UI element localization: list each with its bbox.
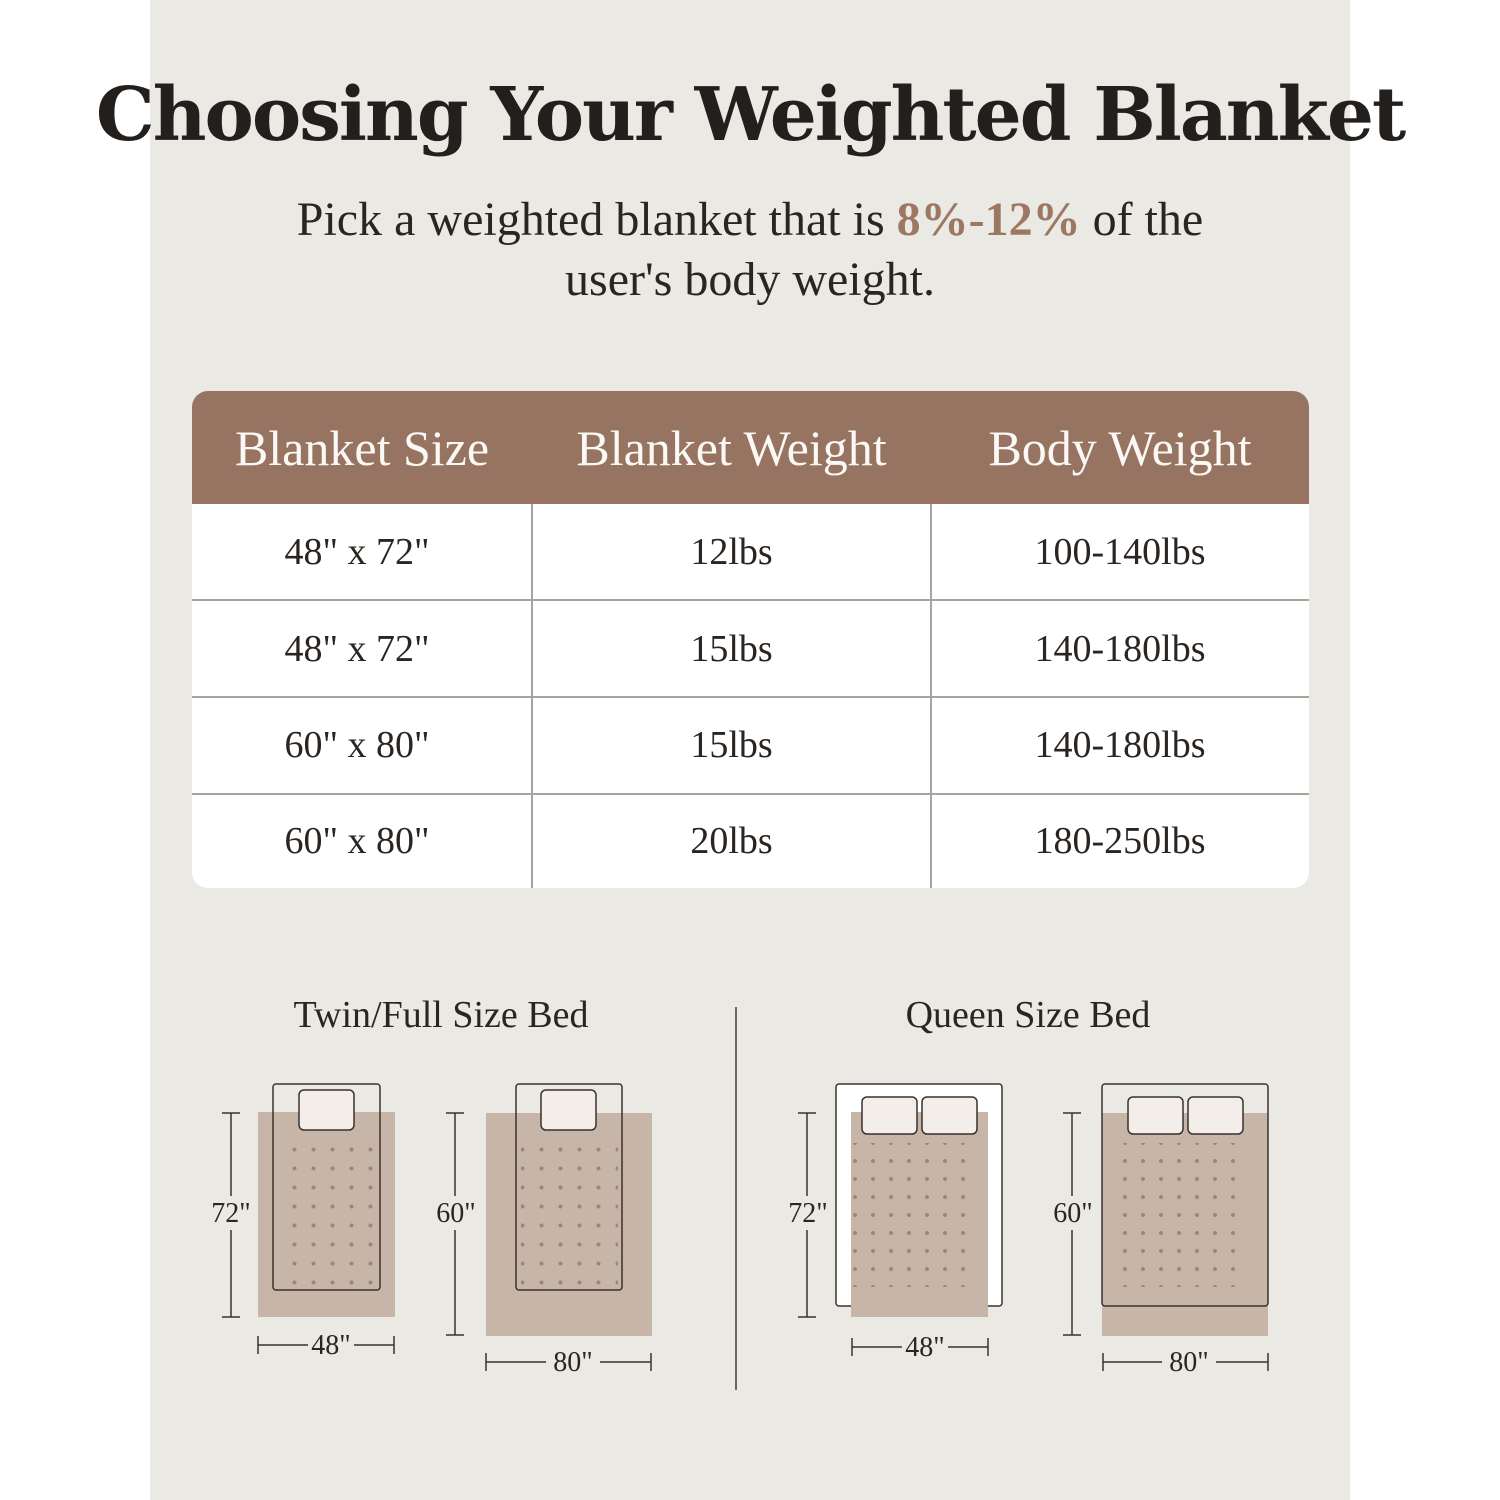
table-cell: 20lbs — [690, 820, 773, 862]
header-blanket-size: Blanket Size — [234, 420, 490, 476]
width-label: 48" — [905, 1332, 945, 1363]
width-label: 80" — [1169, 1347, 1209, 1378]
table-cell: 48" x 72" — [284, 628, 430, 670]
dot-grid — [1119, 1143, 1245, 1287]
queen-48x72-diagram — [787, 1084, 1002, 1363]
pillow-icon — [541, 1090, 596, 1130]
subtitle-line-2: user's body weight. — [565, 253, 935, 306]
dot-grid — [278, 1141, 375, 1285]
table-cell: 60" x 80" — [284, 820, 430, 862]
header-body-weight: Body Weight — [988, 420, 1252, 476]
subtitle-accent-percentage: 8%-12% — [896, 193, 1081, 246]
twin-full-48x72-diagram — [211, 1084, 395, 1361]
table-cell: 15lbs — [690, 724, 773, 766]
table-cell: 180-250lbs — [1034, 820, 1206, 862]
height-label: 72" — [211, 1198, 251, 1229]
table-cell: 100-140lbs — [1034, 531, 1206, 573]
pillow-icon — [862, 1097, 917, 1134]
pillow-icon — [299, 1090, 354, 1130]
queen-60x80-diagram — [1052, 1084, 1268, 1378]
twin-full-bed-label: Twin/Full Size Bed — [293, 994, 589, 1036]
subtitle-text-after: of the — [1080, 193, 1204, 246]
pillow-icon — [1188, 1097, 1243, 1134]
table-cell: 140-180lbs — [1034, 724, 1206, 766]
height-label: 60" — [436, 1198, 476, 1229]
table-cell: 140-180lbs — [1034, 628, 1206, 670]
width-label: 80" — [553, 1347, 593, 1378]
table-cell: 48" x 72" — [284, 531, 430, 573]
page-title: Choosing Your Weighted Blanket — [95, 72, 1405, 158]
twin-full-60x80-diagram — [435, 1084, 652, 1378]
dot-grid — [521, 1141, 618, 1285]
queen-bed-label: Queen Size Bed — [905, 994, 1151, 1036]
dot-grid — [853, 1143, 979, 1287]
subtitle-text-before: Pick a weighted blanket that is — [296, 193, 897, 246]
table-cell: 12lbs — [690, 531, 773, 573]
table-cell: 15lbs — [690, 628, 773, 670]
height-label: 72" — [788, 1198, 828, 1229]
table-cell: 60" x 80" — [284, 724, 430, 766]
width-label: 48" — [311, 1330, 351, 1361]
pillow-icon — [922, 1097, 977, 1134]
pillow-icon — [1128, 1097, 1183, 1134]
height-label: 60" — [1053, 1198, 1093, 1229]
header-blanket-weight: Blanket Weight — [576, 420, 887, 476]
